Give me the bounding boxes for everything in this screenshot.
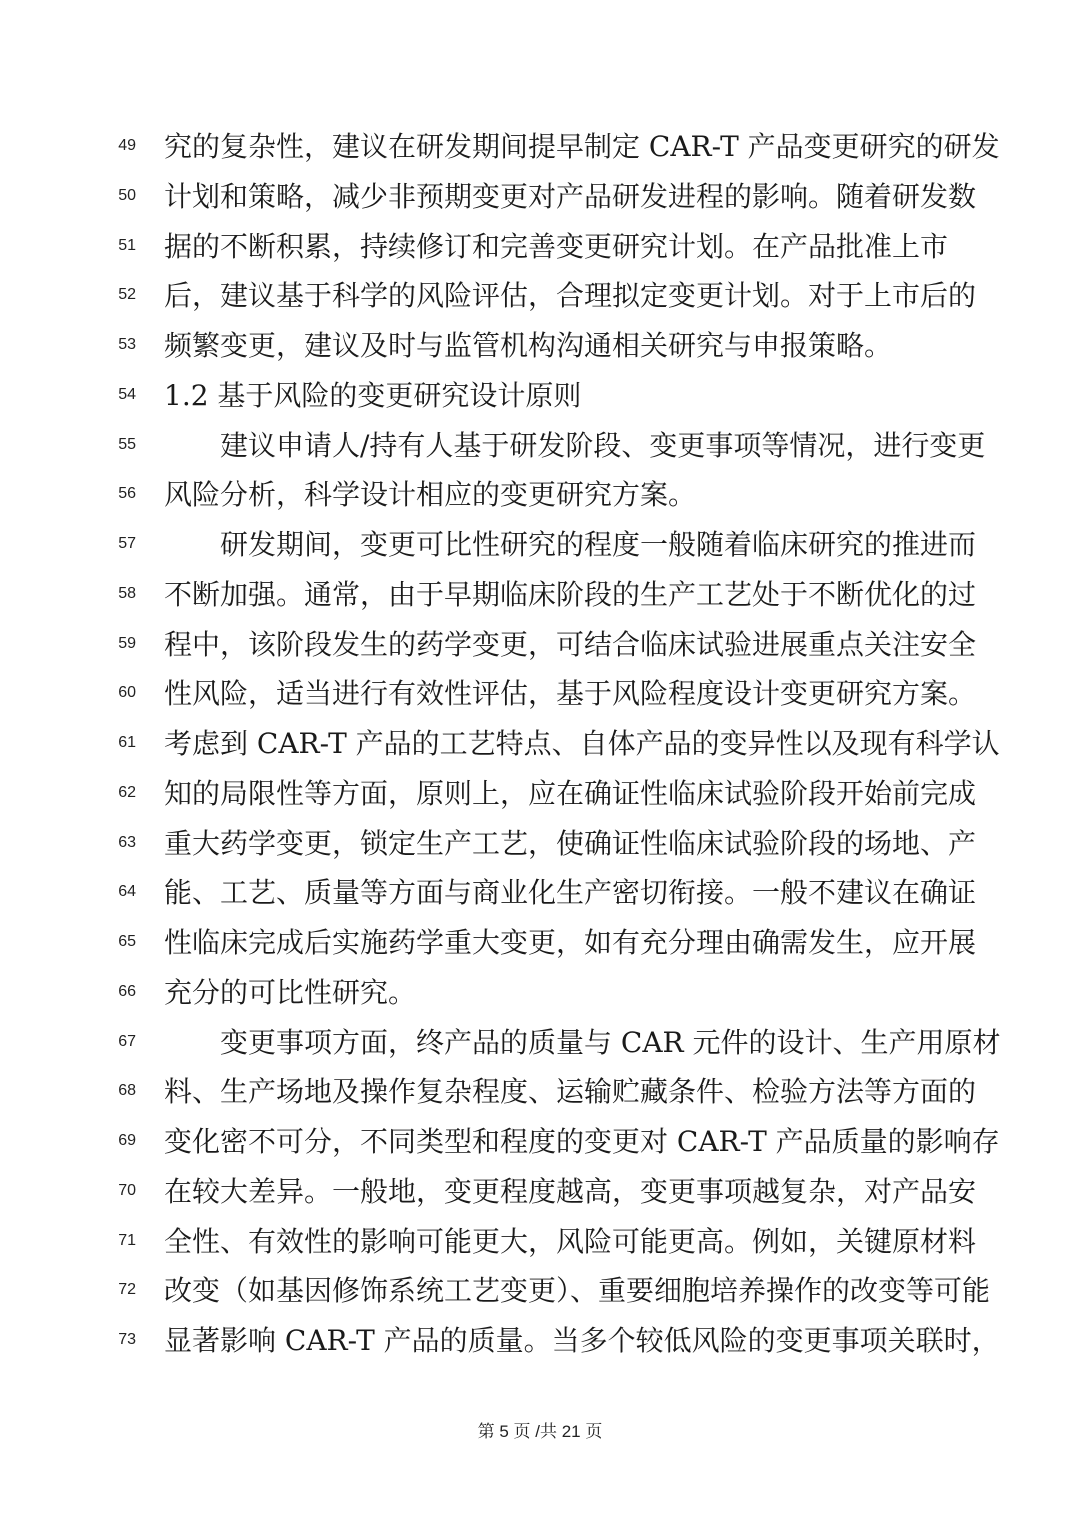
text-line [0, 1170, 1080, 1220]
text-line [0, 971, 1080, 1021]
text-line [0, 473, 1080, 523]
text-line [0, 523, 1080, 573]
text-line [0, 274, 1080, 324]
line-text: 频繁变更，建议及时与监管机构沟通相关研究与申报策略。 [164, 329, 893, 362]
line-number: 49 [118, 137, 136, 154]
line-text: 究的复杂性，建议在研发期间提早制定 CAR-T 产品变更研究的研发 [164, 130, 1000, 163]
line-number: 71 [118, 1231, 136, 1249]
line-number: 51 [118, 236, 136, 254]
text-line [0, 175, 1080, 225]
line-text: 显著影响 CAR-T 产品的质量。当多个较低风险的变更事项关联时， [164, 1324, 1000, 1357]
line-number: 57 [118, 535, 136, 552]
line-number: 62 [118, 783, 136, 801]
page-footer: 第 5 页 /共 21 页 [477, 1422, 603, 1441]
text-line [0, 672, 1080, 722]
text-line [0, 225, 1080, 275]
text-line [0, 125, 1080, 175]
line-number: 64 [118, 883, 136, 901]
line-number: 63 [118, 833, 136, 851]
line-text: 考虑到 CAR-T 产品的工艺特点、自体产品的变异性以及现有科学认 [164, 727, 1000, 760]
line-number: 73 [118, 1331, 136, 1348]
line-text: 1.2 基于风险的变更研究设计原则 [164, 378, 582, 412]
text-line [0, 1120, 1080, 1170]
text-line [0, 1070, 1080, 1120]
line-text: 充分的可比性研究。 [164, 975, 417, 1009]
line-text: 改变（如基因修饰系统工艺变更）、重要细胞培养操作的改变等可能 [164, 1274, 991, 1308]
line-number: 65 [118, 933, 136, 950]
line-text: 变化密不可分，不同类型和程度的变更对 CAR-T 产品质量的影响存 [164, 1125, 1000, 1158]
line-number: 69 [118, 1132, 136, 1149]
text-line [0, 573, 1080, 623]
text-line [0, 623, 1080, 673]
line-number: 50 [118, 186, 136, 204]
line-text: 研发期间，变更可比性研究的程度一般随着临床研究的推进而 [220, 528, 977, 561]
line-text: 后，建议基于科学的风险评估，合理拟定变更计划。对于上市后的 [164, 279, 977, 313]
line-text: 性风险，适当进行有效性评估，基于风险程度设计变更研究方案。 [164, 677, 977, 711]
line-number: 66 [118, 982, 136, 1000]
text-line [0, 822, 1080, 872]
line-text: 不断加强。通常，由于早期临床阶段的生产工艺处于不断优化的过 [164, 577, 977, 611]
text-line [0, 772, 1080, 822]
line-number: 68 [118, 1082, 136, 1100]
line-number: 67 [118, 1032, 136, 1050]
line-number: 70 [118, 1181, 136, 1199]
line-number: 54 [118, 385, 136, 403]
line-number: 55 [118, 435, 136, 453]
line-text: 计划和策略，减少非预期变更对产品研发进程的影响。随着研发数 [164, 179, 977, 213]
text-line [0, 1220, 1080, 1270]
line-text: 料、生产场地及操作复杂程度、运输贮藏条件、检验方法等方面的 [164, 1075, 977, 1109]
line-text: 重大药学变更，锁定生产工艺，使确证性临床试验阶段的场地、产 [164, 826, 977, 860]
line-text: 风险分析，科学设计相应的变更研究方案。 [164, 478, 697, 512]
line-text: 全性、有效性的影响可能更大，风险可能更高。例如，关键原材料 [164, 1224, 977, 1258]
text-line [0, 921, 1080, 971]
text-line [0, 1269, 1080, 1319]
line-text: 建议申请人/持有人基于研发阶段、变更事项等情况，进行变更 [220, 428, 986, 462]
line-text: 性临床完成后实施药学重大变更，如有充分理由确需发生，应开展 [164, 926, 977, 959]
line-number: 53 [118, 336, 136, 353]
line-text: 变更事项方面，终产品的质量与 CAR 元件的设计、生产用原材 [220, 1025, 1001, 1059]
line-text: 在较大差异。一般地，变更程度越高，变更事项越复杂，对产品安 [164, 1174, 977, 1208]
text-line [0, 722, 1080, 772]
line-number: 72 [118, 1281, 136, 1299]
line-text: 程中，该阶段发生的药学变更，可结合临床试验进展重点关注安全 [164, 627, 977, 661]
line-number: 60 [118, 684, 136, 702]
line-number: 61 [118, 734, 136, 751]
line-text: 据的不断积累，持续修订和完善变更研究计划。在产品批准上市 [164, 229, 949, 263]
line-number: 59 [118, 634, 136, 652]
text-line [0, 871, 1080, 921]
text-line [0, 1021, 1080, 1071]
line-number: 56 [118, 485, 136, 503]
text-line [0, 1319, 1080, 1369]
text-line [0, 374, 1080, 424]
line-number: 52 [118, 286, 136, 304]
line-number: 58 [118, 584, 136, 602]
text-line [0, 424, 1080, 474]
line-text: 能、工艺、质量等方面与商业化生产密切衔接。一般不建议在确证 [164, 876, 977, 910]
text-line [0, 324, 1080, 374]
line-text: 知的局限性等方面，原则上，应在确证性临床试验阶段开始前完成 [164, 776, 977, 810]
